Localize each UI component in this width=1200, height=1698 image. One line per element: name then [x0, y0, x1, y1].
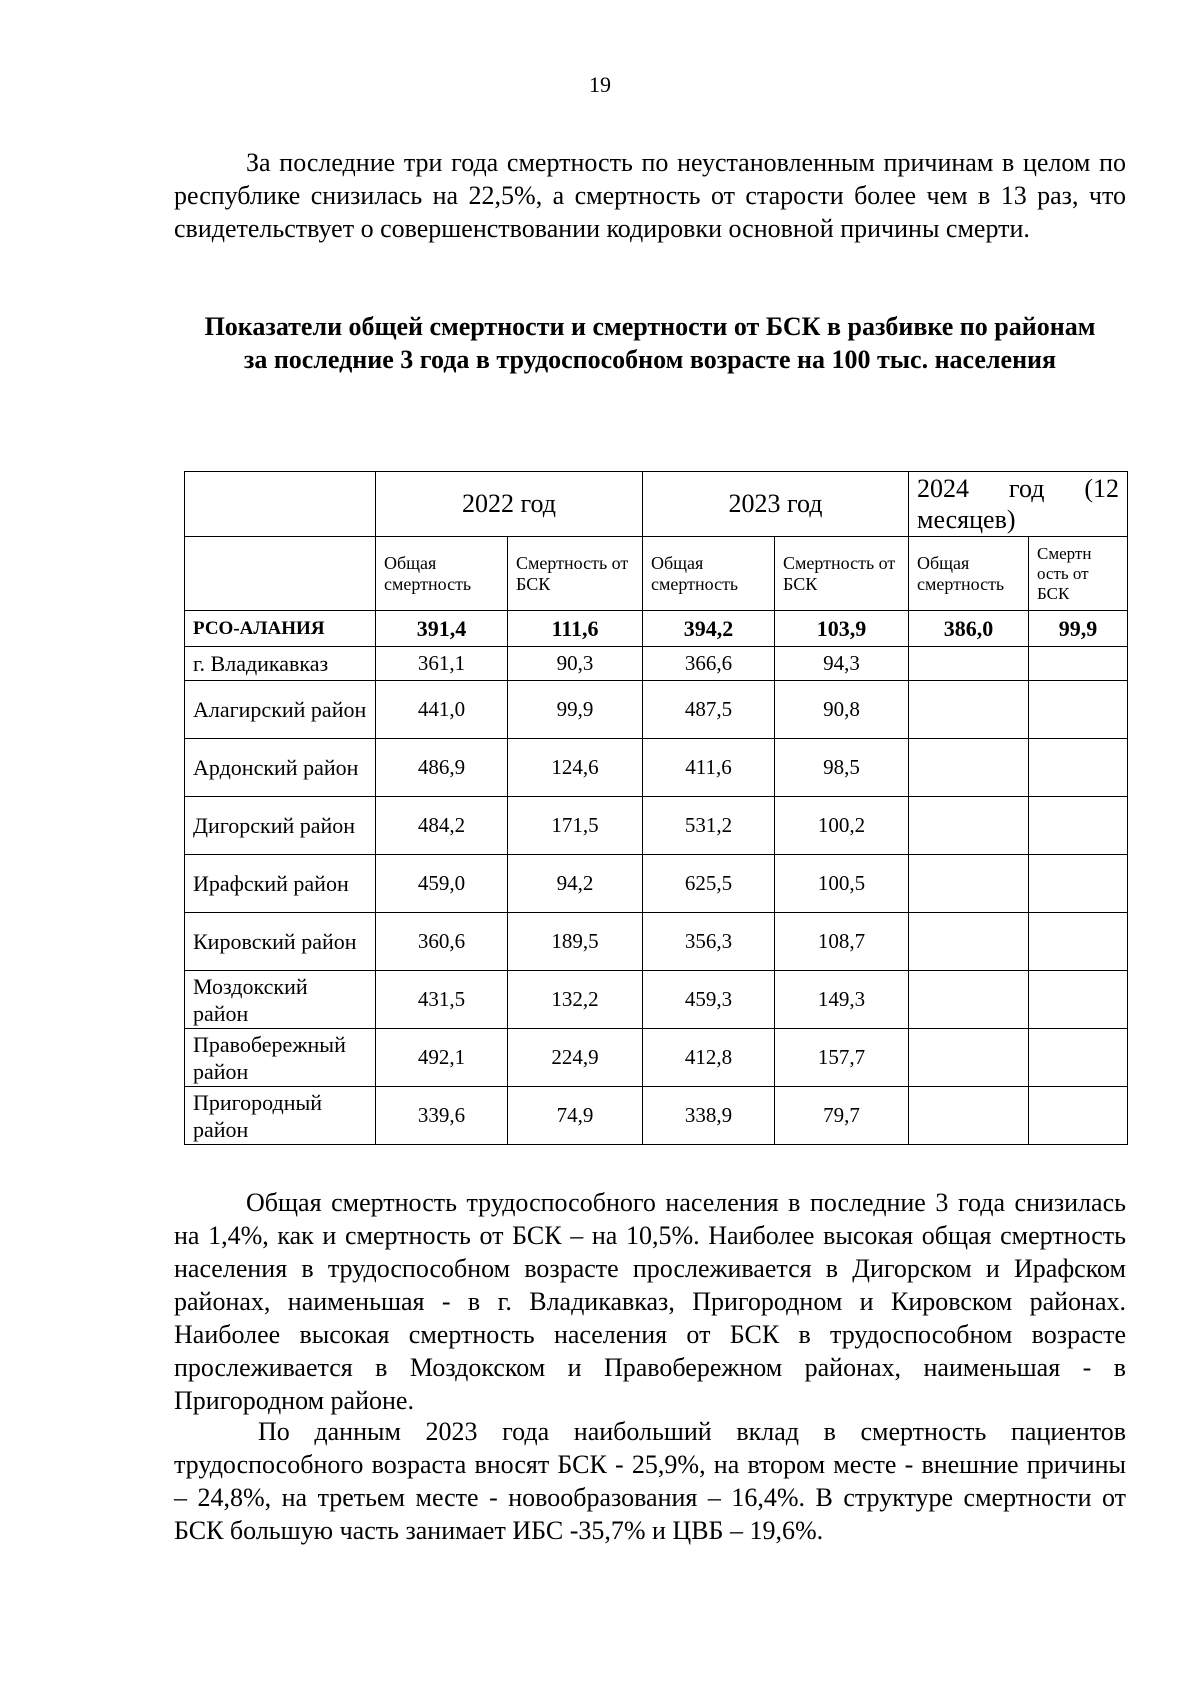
cell-value: 391,4 — [376, 611, 508, 647]
table-row — [185, 971, 1128, 1029]
structure-paragraph: По данным 2023 года наибольший вклад в смертность пациентов трудоспособного возраста вносят БСК - 25,9%, на втором месте - внешние причины – 24,8%, на третьем месте - новообразования – 16,4%. В структуре смертности от БСК большую часть занимает ИБС -35,7% и ЦВБ – 19,6%. — [174, 1417, 1126, 1545]
year-header-2023: 2023 год — [643, 472, 909, 537]
cell-value: 412,8 — [643, 1029, 775, 1087]
sub-header: Смертность от БСК — [508, 537, 643, 611]
table-row — [185, 913, 1128, 971]
page-number: 19 — [589, 72, 611, 97]
year-header-2022: 2022 год — [376, 472, 643, 537]
cell-value: 157,7 — [775, 1029, 909, 1087]
cell-value: 189,5 — [508, 913, 643, 971]
cell-value — [909, 1087, 1029, 1145]
row-name: Правобережный район — [185, 1029, 376, 1087]
sub-header: Смертность от БСК — [775, 537, 909, 611]
cell-value: 487,5 — [643, 681, 775, 739]
year-header-2024: 2024 год (12 месяцев) — [909, 472, 1128, 537]
analysis-paragraph: Общая смертность трудоспособного населения в последние 3 года снизилась на 1,4%, как и смертность от БСК – на 10,5%. Наиболее высокая общая смертность населения в трудоспособном возрасте прослеживается в Дигорском и Ирафском районах, наименьшая - в г. Владикавказ, Пригородном и Кировском районах. Наиболее высокая смертность населения от БСК в трудоспособном возрасте прослеживается в Моздокском и Правобережном районах, наименьшая - в Пригородном районе. — [174, 1188, 1126, 1415]
table-row — [185, 681, 1128, 739]
row-name: РСО-АЛАНИЯ — [185, 611, 376, 647]
table-row — [185, 797, 1128, 855]
cell-value: 171,5 — [508, 797, 643, 855]
cell-value: 100,2 — [775, 797, 909, 855]
cell-value: 111,6 — [508, 611, 643, 647]
sub-header: Общая смертность — [643, 537, 775, 611]
table-title: Показатели общей смертности и смертности от БСК в разбивке по районам за последние 3 года в трудоспособном возрасте на 100 тыс. населения — [204, 312, 1096, 374]
total-row — [185, 611, 1128, 647]
cell-value — [1029, 1029, 1128, 1087]
table-row — [185, 739, 1128, 797]
cell-value — [1029, 971, 1128, 1029]
cell-value: 625,5 — [643, 855, 775, 913]
cell-value: 79,7 — [775, 1087, 909, 1145]
cell-value — [1029, 739, 1128, 797]
cell-value — [1029, 855, 1128, 913]
cell-value: 94,2 — [508, 855, 643, 913]
cell-value: 98,5 — [775, 739, 909, 797]
cell-value: 100,5 — [775, 855, 909, 913]
cell-value — [909, 855, 1029, 913]
cell-value: 90,8 — [775, 681, 909, 739]
cell-value: 99,9 — [508, 681, 643, 739]
row-name: Пригородный район — [185, 1087, 376, 1145]
table-row — [185, 1087, 1128, 1145]
cell-value: 411,6 — [643, 739, 775, 797]
cell-value: 459,0 — [376, 855, 508, 913]
cell-value: 431,5 — [376, 971, 508, 1029]
cell-value: 103,9 — [775, 611, 909, 647]
cell-value: 386,0 — [909, 611, 1029, 647]
cell-value: 366,6 — [643, 647, 775, 681]
cell-value: 108,7 — [775, 913, 909, 971]
sub-header-row — [185, 537, 1128, 611]
year-header-row — [185, 472, 1128, 537]
row-name: Ирафский район — [185, 855, 376, 913]
cell-value: 492,1 — [376, 1029, 508, 1087]
cell-value: 132,2 — [508, 971, 643, 1029]
sub-header: Общая смертность — [909, 537, 1029, 611]
corner-cell — [185, 472, 376, 537]
cell-value: 124,6 — [508, 739, 643, 797]
cell-value: 338,9 — [643, 1087, 775, 1145]
cell-value — [909, 739, 1029, 797]
cell-value — [1029, 1087, 1128, 1145]
cell-value — [909, 797, 1029, 855]
intro-paragraph: За последние три года смертность по неустановленным причинам в целом по республике снизилась на 22,5%, а смертность от старости более чем в 13 раз, что свидетельствует о совершенствовании кодировки основной причины смерти. — [174, 148, 1126, 243]
cell-value: 441,0 — [376, 681, 508, 739]
cell-value — [909, 681, 1029, 739]
cell-value — [909, 971, 1029, 1029]
cell-value: 459,3 — [643, 971, 775, 1029]
cell-value — [909, 1029, 1029, 1087]
mortality-table — [184, 471, 1128, 1145]
cell-value: 94,3 — [775, 647, 909, 681]
cell-value: 99,9 — [1029, 611, 1128, 647]
cell-value: 224,9 — [508, 1029, 643, 1087]
cell-value: 484,2 — [376, 797, 508, 855]
cell-value: 360,6 — [376, 913, 508, 971]
cell-value: 394,2 — [643, 611, 775, 647]
cell-value — [1029, 913, 1128, 971]
cell-value — [1029, 797, 1128, 855]
row-name: Дигорский район — [185, 797, 376, 855]
table-row — [185, 1029, 1128, 1087]
sub-header: Общая смертность — [376, 537, 508, 611]
cell-value — [909, 647, 1029, 681]
cell-value — [1029, 647, 1128, 681]
row-name: Кировский район — [185, 913, 376, 971]
cell-value: 90,3 — [508, 647, 643, 681]
cell-value: 361,1 — [376, 647, 508, 681]
cell-value — [909, 913, 1029, 971]
cell-value: 531,2 — [643, 797, 775, 855]
cell-value: 149,3 — [775, 971, 909, 1029]
cell-value: 486,9 — [376, 739, 508, 797]
row-name: г. Владикавказ — [185, 647, 376, 681]
cell-value: 74,9 — [508, 1087, 643, 1145]
sub-header: Смертн ость от БСК — [1029, 537, 1128, 611]
row-name: Алагирский район — [185, 681, 376, 739]
cell-value: 339,6 — [376, 1087, 508, 1145]
corner-cell — [185, 537, 376, 611]
row-name: Моздокский район — [185, 971, 376, 1029]
table-row — [185, 855, 1128, 913]
table-row — [185, 647, 1128, 681]
cell-value: 356,3 — [643, 913, 775, 971]
cell-value — [1029, 681, 1128, 739]
row-name: Ардонский район — [185, 739, 376, 797]
